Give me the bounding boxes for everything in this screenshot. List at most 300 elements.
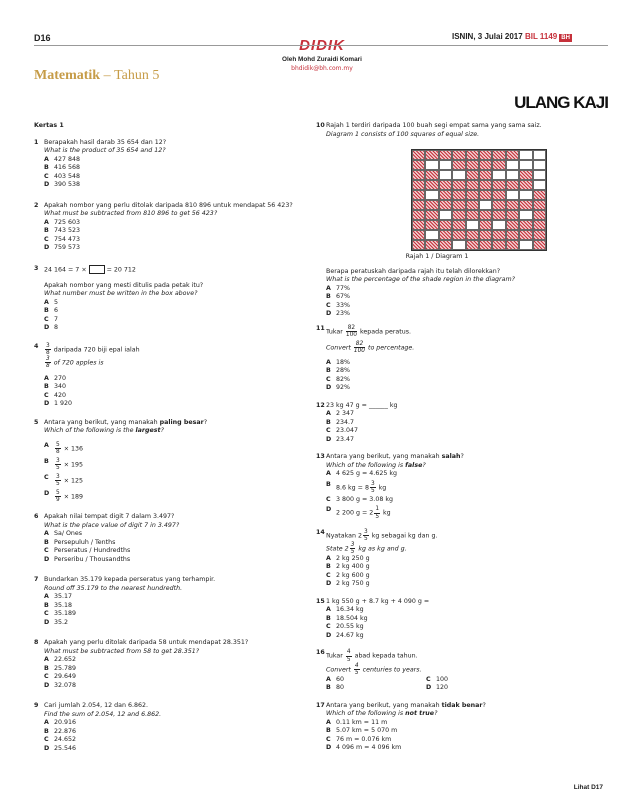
- option-letter: C: [44, 547, 49, 555]
- option-value: 725 603: [54, 218, 81, 226]
- option-letter: B: [44, 164, 49, 171]
- option-row: [326, 419, 588, 428]
- option-row: [326, 719, 588, 728]
- option-grid: [326, 676, 588, 693]
- option-value: 0.11 km = 11 m: [336, 718, 388, 726]
- option-value: 1 920: [54, 400, 73, 408]
- issue-date: ISNIN, 3 Julai 2017 BIL 1149 BH: [452, 32, 570, 41]
- shaded-square: [452, 220, 465, 230]
- blank-square: [519, 210, 532, 220]
- option-row: [44, 164, 306, 173]
- shaded-square: [425, 150, 438, 160]
- option-letter: A: [44, 155, 49, 163]
- option-row: [44, 324, 306, 333]
- shaded-square: [479, 150, 492, 160]
- option-value: 32.078: [54, 681, 77, 689]
- shaded-square: [466, 240, 479, 250]
- option-row: [44, 619, 306, 628]
- fraction-numerator: 3: [46, 342, 50, 349]
- blank-square: [439, 160, 452, 170]
- fraction-denominator: 5: [364, 535, 368, 542]
- shaded-square: [439, 230, 452, 240]
- shaded-square: [412, 160, 425, 170]
- option-letter: A: [44, 441, 49, 449]
- option-value: 60: [336, 675, 345, 683]
- shaded-square: [452, 160, 465, 170]
- emphasis: tidak benar: [441, 701, 483, 709]
- option-letter: B: [44, 727, 49, 735]
- option-value: 8.6 kg = 8 $\frac{3}{5}$ kg: [336, 480, 387, 494]
- option-letter: A: [44, 656, 49, 664]
- shaded-square: [452, 180, 465, 190]
- option-letter: B: [44, 227, 49, 234]
- shaded-square: [439, 240, 452, 250]
- question: [34, 702, 306, 753]
- fraction-denominator: 8: [46, 349, 50, 356]
- question-text-en: Diagram 1 consists of 100 squares of equal size.: [326, 130, 480, 138]
- option-value: 5: [54, 298, 59, 306]
- shaded-square: [492, 190, 505, 200]
- option-row: [44, 547, 306, 556]
- shaded-square: [492, 200, 505, 210]
- option-letter: C: [44, 315, 49, 323]
- option-letter: A: [44, 218, 49, 226]
- option-row: [44, 736, 306, 745]
- option-letter: D: [426, 684, 432, 692]
- option-letter: A: [44, 530, 49, 538]
- shaded-square: [425, 200, 438, 210]
- shaded-square: [452, 230, 465, 240]
- question-number: 10: [316, 122, 325, 129]
- option-row: [326, 436, 588, 445]
- question-text-en: Which of the following is the largest?: [44, 427, 164, 435]
- question-text-en: State 2 $\frac{3}{5}$ kg as kg and g.: [326, 541, 407, 555]
- option-value: Perseratus / Hundredths: [54, 547, 131, 555]
- fraction-denominator: 5: [350, 548, 355, 555]
- option-letter: B: [326, 727, 331, 735]
- option-value: 22.876: [54, 727, 77, 735]
- option-letter: C: [44, 736, 49, 744]
- question-number: 17: [316, 701, 325, 709]
- option-letter: B: [44, 538, 49, 546]
- option-letter: C: [326, 495, 331, 503]
- emphasis: not true: [405, 710, 435, 718]
- option-value: 33%: [336, 301, 350, 309]
- blank-square: [519, 240, 532, 250]
- option-row: [326, 736, 588, 745]
- option-letter: C: [326, 623, 331, 631]
- section-brand: [277, 36, 367, 73]
- option-value: 18.504 kg: [336, 614, 368, 622]
- option-letter: B: [326, 614, 331, 622]
- option-value: 4 625 g = 4.625 kg: [336, 470, 397, 478]
- option-row: [326, 727, 588, 736]
- shaded-square: [452, 200, 465, 210]
- option-letter: D: [44, 681, 50, 689]
- option-value: Persepuluh / Tenths: [54, 538, 116, 546]
- shaded-square: [506, 220, 519, 230]
- fraction: [55, 490, 61, 503]
- shaded-square: [412, 230, 425, 240]
- fraction: [354, 341, 365, 354]
- blank-square: [533, 180, 546, 190]
- option-letter: A: [326, 718, 331, 726]
- option-row: [44, 719, 306, 728]
- option-letter: D: [44, 324, 50, 331]
- question: [34, 343, 306, 409]
- emphasis: paling besar: [159, 418, 204, 426]
- shaded-square: [412, 220, 425, 230]
- fraction-numerator: 4: [346, 649, 351, 656]
- blank-square: [425, 230, 438, 240]
- option-value: 5.07 km = 5 070 m: [336, 727, 398, 735]
- right-column: [316, 122, 588, 763]
- option-letter: A: [44, 719, 49, 727]
- fraction-denominator: 5: [56, 465, 60, 472]
- shaded-square: [412, 180, 425, 190]
- option-row: [44, 745, 306, 754]
- option-value: 35.2: [54, 618, 69, 626]
- didik-logo: DIDIK: [299, 37, 345, 54]
- header-rule: [34, 45, 608, 46]
- option-value: 754 473: [54, 235, 81, 243]
- shaded-square: [412, 240, 425, 250]
- option-row: [326, 376, 588, 385]
- question: [316, 702, 588, 753]
- option-value: 743 523: [54, 227, 81, 234]
- shaded-square: [425, 180, 438, 190]
- option-letter: A: [326, 675, 331, 683]
- option-value: 76 m = 0.076 km: [336, 735, 392, 743]
- question-text-ms: Antara yang berikut, yang manakah salah?: [326, 453, 464, 461]
- shaded-square: [466, 210, 479, 220]
- fraction: [370, 481, 376, 494]
- blank-square: [425, 160, 438, 170]
- shaded-square: [533, 190, 546, 200]
- option-row: [44, 156, 306, 165]
- blank-square: [452, 240, 465, 250]
- option-row: [44, 593, 306, 602]
- option-value: 23%: [336, 310, 350, 317]
- shaded-square: [519, 170, 532, 180]
- fraction-numerator: 3: [46, 355, 50, 362]
- question: [316, 402, 588, 445]
- option-row: [44, 236, 306, 245]
- question-text-ms: Apakah nombor yang mesti ditulis pada petak itu?: [44, 281, 204, 289]
- question-number: 12: [316, 401, 325, 409]
- fraction-denominator: 8: [46, 362, 50, 369]
- question-text-ms: Cari jumlah 2.054, 12 dan 6.862.: [44, 702, 148, 710]
- left-column: [34, 122, 306, 763]
- option-value: 403 548: [54, 172, 81, 180]
- question-text-ms: Apakah nilai tempat digit 7 dalam 3.497?: [44, 513, 175, 521]
- fraction: [346, 325, 357, 338]
- shaded-square: [479, 160, 492, 170]
- question-text-ms: Antara yang berikut, yang manakah paling besar?: [44, 418, 208, 426]
- option-row: [44, 610, 306, 619]
- question-expression: 24 164 = 7 × = 20 712: [44, 266, 136, 273]
- option-letter: C: [44, 391, 49, 399]
- shaded-square: [506, 230, 519, 240]
- option-value: 100: [436, 675, 449, 683]
- blank-square: [519, 150, 532, 160]
- option-letter: C: [44, 673, 49, 681]
- fraction: [350, 542, 356, 555]
- question-text-ms: Berapakah hasil darab 35 654 dan 12?: [44, 138, 167, 146]
- option-value: 23.047: [336, 427, 359, 435]
- fraction-numerator: 4: [354, 662, 359, 669]
- shaded-square: [479, 220, 492, 230]
- fraction-numerator: 1: [375, 506, 380, 513]
- shaded-square: [506, 150, 519, 160]
- option-row: [44, 307, 306, 316]
- blank-square: [492, 220, 505, 230]
- question-text-ms: Apakah yang perlu ditolak daripada 58 untuk mendapat 28.351?: [44, 639, 249, 647]
- option-value: 7: [54, 315, 59, 323]
- shaded-square: [439, 180, 452, 190]
- option-letter: B: [326, 418, 331, 426]
- question-text-en: What must be subtracted from 58 to get 28.351?: [44, 647, 200, 655]
- option-row: [44, 299, 306, 308]
- option-row: [326, 623, 588, 632]
- option-value: $\frac{3}{5}$ × 125: [56, 474, 84, 488]
- shaded-square: [506, 200, 519, 210]
- option-letter: A: [326, 410, 331, 418]
- option-value: 35.189: [54, 610, 77, 618]
- fraction: [55, 474, 61, 487]
- question-text-en: $\frac{3}{8}$ of 720 apples is: [46, 355, 104, 369]
- fraction-numerator: 3: [56, 457, 60, 464]
- emphasis: largest: [135, 427, 161, 435]
- option-row: [44, 181, 306, 190]
- page-number: D16: [34, 33, 51, 43]
- option-row: [326, 384, 588, 393]
- shaded-square: [439, 150, 452, 160]
- blank-square: [479, 200, 492, 210]
- question-number: 2: [34, 201, 39, 209]
- option-row: [44, 673, 306, 682]
- option-row: [44, 474, 306, 487]
- option-value: 427 848: [54, 155, 81, 163]
- emphasis: salah: [441, 453, 461, 461]
- shaded-square: [519, 220, 532, 230]
- option-letter: B: [44, 457, 49, 465]
- option-row: [426, 684, 526, 693]
- question: [34, 513, 306, 564]
- option-row: [326, 632, 588, 641]
- option-row: [326, 572, 588, 581]
- option-row: [44, 316, 306, 325]
- option-row: [326, 555, 588, 564]
- option-letter: D: [44, 400, 50, 408]
- option-row: [326, 302, 588, 311]
- option-letter: A: [44, 374, 49, 382]
- shaded-square: [452, 150, 465, 160]
- option-value: 234.7: [336, 418, 355, 426]
- fraction: [55, 458, 61, 471]
- option-letter: C: [426, 675, 431, 683]
- option-letter: A: [326, 284, 331, 292]
- option-row: [326, 563, 588, 572]
- question-text-ms: Antara yang berikut, yang manakah tidak benar?: [326, 701, 486, 709]
- option-letter: D: [326, 506, 332, 514]
- option-row: [326, 676, 426, 685]
- fraction: [45, 343, 51, 356]
- question-number: 9: [34, 702, 39, 710]
- option-value: 4 096 m = 4 096 km: [336, 744, 402, 752]
- shaded-square: [412, 150, 425, 160]
- option-letter: B: [326, 480, 331, 488]
- option-col: [326, 676, 426, 693]
- option-row: [326, 427, 588, 436]
- option-value: 20.916: [54, 719, 77, 727]
- question-text-en: Which of the following is not true?: [326, 710, 438, 718]
- option-letter: D: [326, 384, 332, 392]
- shaded-square: [506, 210, 519, 220]
- question-text-ms: Apakah nombor yang perlu ditolak daripada 810 896 untuk mendapat 56 423?: [44, 201, 293, 209]
- option-letter: A: [326, 606, 331, 614]
- option-letter: C: [326, 301, 331, 309]
- option-letter: D: [44, 744, 50, 752]
- shaded-square: [479, 210, 492, 220]
- option-value: Perseribu / Thousandths: [54, 555, 131, 563]
- option-row: [44, 728, 306, 737]
- author-email: bhdidik@bh.com.my: [291, 64, 353, 72]
- option-value: 2 kg 750 g: [336, 580, 370, 588]
- question-text: 23 kg 47 g = ______ kg: [326, 401, 398, 409]
- option-letter: D: [326, 744, 332, 752]
- question-number: 16: [316, 649, 325, 657]
- option-row: [44, 173, 306, 182]
- option-letter: D: [44, 490, 50, 498]
- question: [316, 649, 588, 692]
- question-number: 15: [316, 597, 325, 605]
- author-byline: Oleh Mohd Zuraidi Komari: [282, 56, 362, 64]
- option-value: 416 568: [54, 164, 81, 171]
- option-row: [44, 665, 306, 674]
- option-value: 2 kg 400 g: [336, 563, 370, 571]
- question-number: 3: [34, 264, 39, 272]
- shaded-square: [533, 200, 546, 210]
- option-value: 24.67 kg: [336, 631, 364, 639]
- shaded-square: [479, 170, 492, 180]
- option-row: [426, 676, 526, 685]
- option-value: 92%: [336, 384, 350, 392]
- fraction-denominator: 8: [56, 448, 60, 455]
- option-value: 25.546: [54, 744, 77, 752]
- fraction: [346, 649, 352, 662]
- option-row: [326, 580, 588, 589]
- question-text-en: Which of the following is false?: [326, 461, 426, 469]
- option-row: [326, 410, 588, 419]
- question-text-en: Round off 35.179 to the nearest hundredth.: [44, 584, 183, 592]
- blank-square: [506, 190, 519, 200]
- option-value: 759 573: [54, 244, 81, 251]
- fraction: [363, 529, 369, 542]
- option-letter: B: [44, 664, 49, 672]
- option-row: [44, 219, 306, 228]
- option-row: [44, 383, 306, 392]
- paper-label: Kertas 1: [34, 122, 64, 129]
- fraction-denominator: 5: [370, 487, 375, 494]
- option-row: [326, 496, 588, 505]
- option-letter: C: [44, 235, 49, 243]
- shaded-square: [439, 200, 452, 210]
- question-number: 8: [34, 639, 39, 647]
- option-letter: A: [44, 298, 49, 306]
- option-letter: C: [326, 427, 331, 435]
- shaded-square: [479, 190, 492, 200]
- shaded-square: [492, 150, 505, 160]
- option-value: 24.652: [54, 736, 77, 744]
- option-letter: B: [326, 684, 331, 692]
- option-value: 120: [436, 684, 449, 692]
- option-row: [326, 293, 588, 302]
- option-letter: A: [326, 470, 331, 478]
- option-row: [44, 244, 306, 253]
- option-value: 35.18: [54, 601, 73, 609]
- blank-square: [466, 220, 479, 230]
- question-text-en: What is the place value of digit 7 in 3.497?: [44, 521, 180, 529]
- question: [316, 529, 588, 589]
- shaded-square: [492, 210, 505, 220]
- blank-square: [425, 190, 438, 200]
- question: [316, 122, 588, 319]
- option-value: 35.17: [54, 593, 73, 601]
- question-text-ms: Berapa peratuskah daripada rajah itu telah dilorekkan?: [326, 267, 501, 275]
- question-text-en: What must be subtracted from 810 896 to get 56 423?: [44, 210, 218, 217]
- option-letter: B: [326, 293, 331, 300]
- blank-square: [506, 160, 519, 170]
- option-value: 390 538: [54, 181, 81, 188]
- shaded-square: [492, 180, 505, 190]
- option-value: 270: [54, 374, 67, 382]
- option-letter: A: [326, 554, 331, 562]
- shaded-square: [533, 210, 546, 220]
- option-letter: C: [44, 610, 49, 618]
- shaded-square: [466, 180, 479, 190]
- shaded-square: [479, 180, 492, 190]
- shaded-square: [519, 180, 532, 190]
- fraction-denominator: 5: [56, 481, 60, 488]
- option-row: [44, 458, 306, 471]
- option-letter: D: [326, 631, 332, 639]
- fraction-numerator: 82: [355, 340, 364, 347]
- option-value: 20.55 kg: [336, 623, 364, 631]
- option-row: [44, 539, 306, 548]
- edition-number: BIL 1149: [524, 32, 558, 41]
- section-title: ULANG KAJI: [514, 93, 608, 112]
- question: [34, 639, 306, 690]
- fraction: [374, 506, 380, 519]
- shaded-square: [425, 240, 438, 250]
- fraction-numerator: 5: [56, 441, 60, 448]
- option-row: [44, 490, 306, 503]
- option-letter: D: [44, 555, 50, 563]
- fraction-numerator: 82: [347, 324, 356, 331]
- question: [316, 453, 588, 519]
- option-value: 28%: [336, 367, 350, 375]
- shaded-square: [479, 230, 492, 240]
- option-row: [326, 310, 588, 319]
- option-letter: C: [326, 735, 331, 743]
- shaded-square: [466, 170, 479, 180]
- option-value: 25.789: [54, 664, 77, 672]
- option-letter: B: [44, 601, 49, 609]
- option-letter: D: [326, 580, 332, 588]
- shaded-square: [412, 170, 425, 180]
- question-number: 7: [34, 576, 39, 584]
